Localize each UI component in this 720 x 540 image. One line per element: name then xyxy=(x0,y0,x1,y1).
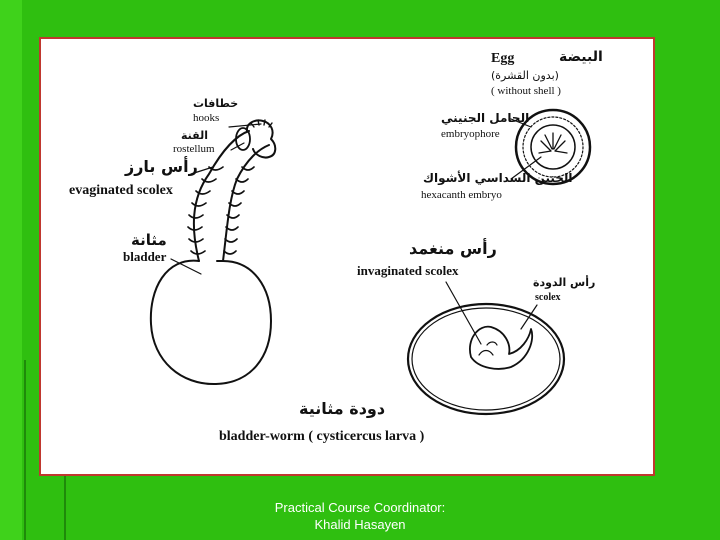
hooks-arabic-label: خطافات xyxy=(193,97,239,110)
body-segments xyxy=(188,167,254,254)
evaginated-english-label: evaginated scolex xyxy=(69,183,173,198)
evaginated-arabic-label: رأس بارز xyxy=(125,157,198,176)
egg-arabic-title: البيضة xyxy=(559,49,603,65)
invaginated-pointer xyxy=(446,282,481,344)
bladder-english-label: bladder xyxy=(123,249,167,264)
embryophore-arabic-label: الحامل الجنيني xyxy=(441,111,530,125)
invaginated-scolex-detail xyxy=(479,342,497,355)
invaginated-english-label: invaginated scolex xyxy=(357,263,459,278)
footer-line-1: Practical Course Coordinator: xyxy=(274,500,446,515)
egg-english-note: ( without shell ) xyxy=(491,85,561,97)
caption-english xyxy=(219,429,424,445)
hexacanth-arabic-label: الجنين السداسي الأشواك xyxy=(423,171,573,185)
caption-english-paren: ( cysticercus larva ) xyxy=(308,429,425,444)
hexacanth-hooks xyxy=(539,133,567,153)
scolex-arabic-label: رأس الدودة xyxy=(533,276,596,289)
bladder-outline xyxy=(151,261,271,384)
embryophore-english-label: embryophore xyxy=(441,128,500,140)
cyst-inner xyxy=(412,308,560,410)
hexacanth-english-label: hexacanth embryo xyxy=(421,189,502,201)
egg-arabic-note: (بدون القشرة) xyxy=(491,69,559,82)
invaginated-arabic-label: رأس منغمد xyxy=(409,239,497,258)
scolex-head xyxy=(247,120,275,157)
egg-english-title: Egg xyxy=(491,51,515,66)
diagram-frame xyxy=(39,37,655,476)
rostellum-english-label: rostellum xyxy=(173,143,215,155)
hooks-pointer xyxy=(229,124,261,127)
scolex-english-label: scolex xyxy=(535,292,561,303)
invaginated-scolex-shape xyxy=(470,327,532,369)
caption-english-prefix: bladder-worm xyxy=(219,429,305,444)
left-decorative-bar xyxy=(0,0,22,540)
caption-arabic: دودة مثانية xyxy=(299,399,386,418)
bladder-arabic-label: مثانة xyxy=(131,231,167,249)
footer-line-2: Khalid Hasayen xyxy=(314,517,406,532)
hooks-english-label: hooks xyxy=(193,112,220,124)
cyst-outer xyxy=(408,304,564,414)
rostellum-arabic-label: القنة xyxy=(181,129,208,142)
